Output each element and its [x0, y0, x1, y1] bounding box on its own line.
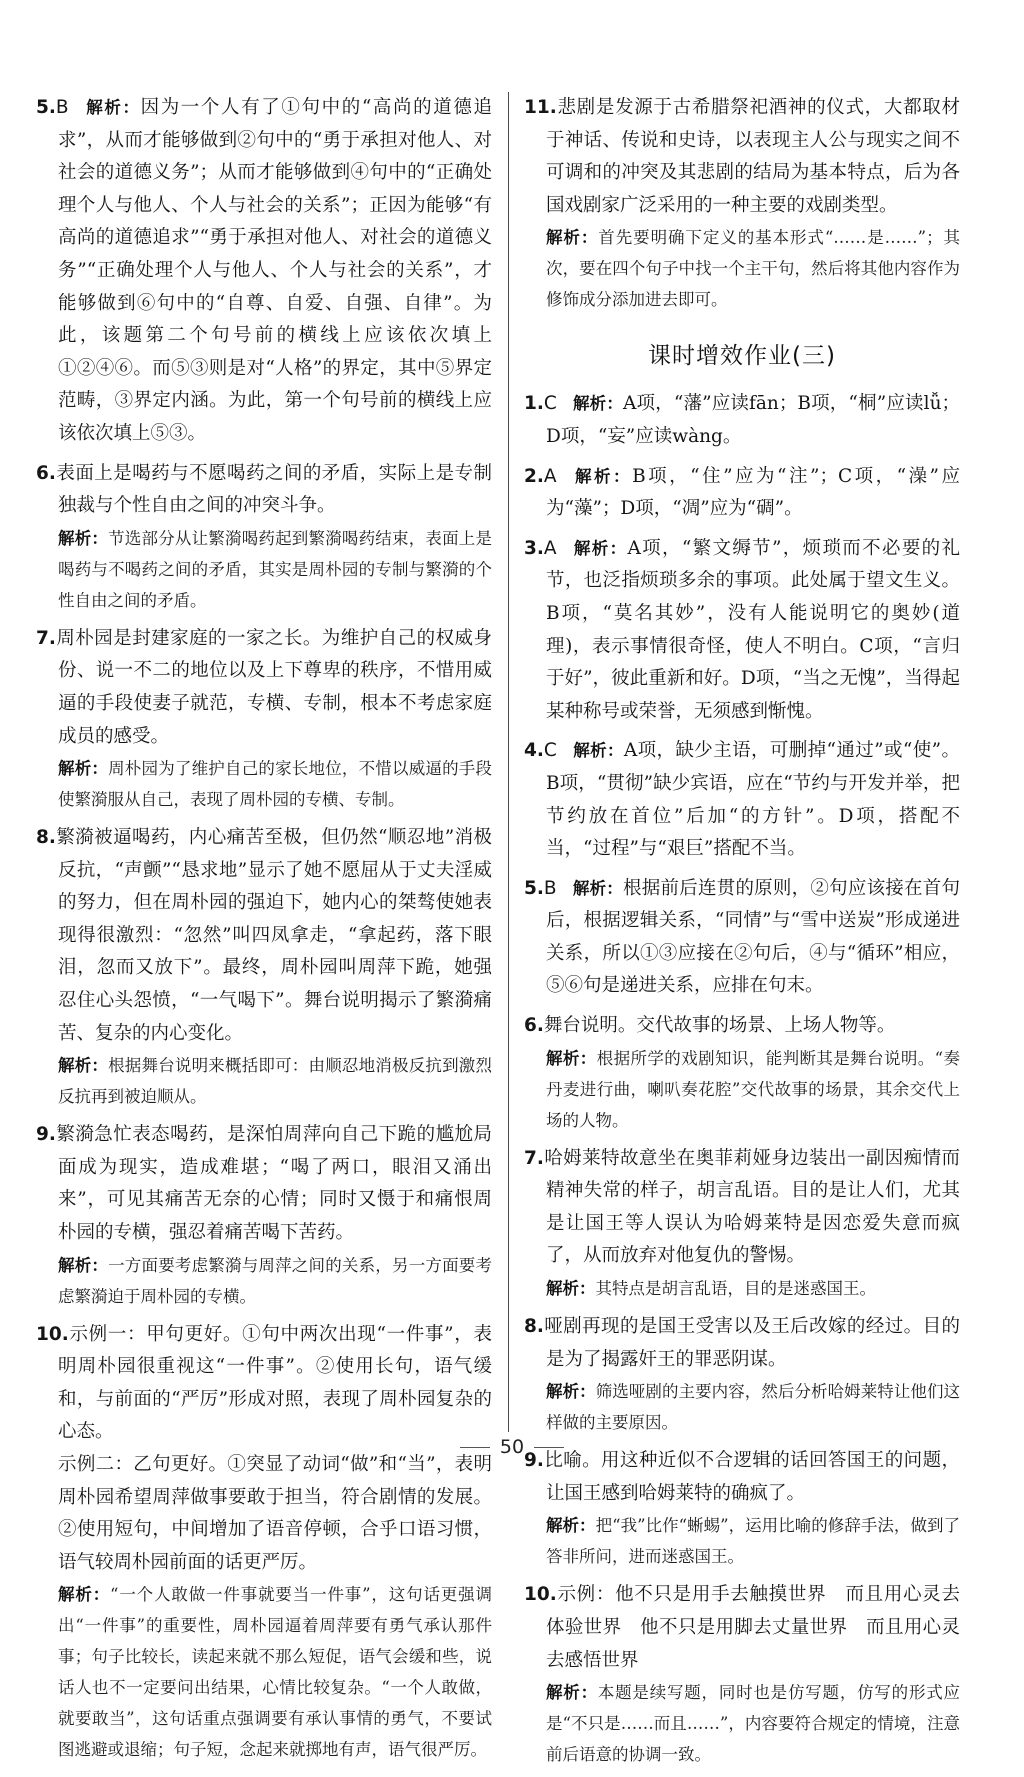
analysis-text: 周朴园为了维护自己的家长地位，不惜以威逼的手段使繁漪服从自己，表现了周朴园的专横、专制。 — [58, 759, 493, 810]
answer-text: 表面上是喝药与不愿喝药之间的矛盾，实际上是专制独裁与个性自由之间的冲突斗争。 — [55, 462, 492, 517]
item-number: 8. — [524, 1316, 544, 1338]
analysis-tag: 解析： — [572, 466, 633, 486]
item-choice: A — [543, 537, 557, 559]
answer-text: 示例一：甲句更好。①句中两次出现“一件事”，表明周朴园很重视这“一件事”。②使用长句，语气缓和，与前面的“严厉”形成对照，表现了周朴园复杂的心态。 — [58, 1323, 492, 1443]
answer-item — [524, 388, 960, 453]
item-number: 9. — [524, 1450, 544, 1472]
answer-text: 繁漪被逼喝药，内心痛苦至极，但仍然“顺忍地”消极反抗，“声颤”“恳求地”显示了她不愿屈从于丈夫淫威的努力，但在周朴园的强迫下，她内心的桀骜使她表现得很激烈：“忽然”叫四凤拿走，“拿起药，落下眼泪，忽而又放下”。最终，周朴园叫周萍下跪，她强忍住心头怨愤，“一气喝下”。舞台说明揭示了繁漪痛苦、复杂的内心变化。 — [55, 827, 492, 1044]
item-number: 3. — [524, 537, 544, 559]
analysis-text: 因为一个人有了①句中的“高尚的道德追求”，从而才能够做到②句中的“勇于承担对他人、对社会的道德义务”；从而才能够做到④句中的“正确处理个人与他人、个人与社会的关系”；正因为能够“有高尚的道德追求”“勇于承担对他人、对社会的道德义务”“正确处理个人与他人、个人与社会的关系”，才能够做到⑥句中的“自尊、自爱、自强、自律”。为此，该题第二个句号前的横线上应该依次填上①②④⑥。而⑤③则是对“人格”的界定，其中⑤界定范畴，③界定内涵。为此，第一个句号前的横线上应该依次填上⑤③。 — [58, 97, 492, 444]
item-number: 5. — [524, 877, 544, 899]
answer-text: 哈姆莱特故意坐在奥菲莉娅身边装出一副因痴情而精神失常的样子，胡言乱语。目的是让人们，尤其是让国王等人误认为哈姆莱特是因恋爱失意而疯了，从而放弃对他复仇的警惕。 — [543, 1147, 960, 1267]
item-choice: A — [543, 465, 557, 487]
analysis-tag: 解析： — [572, 538, 628, 558]
answer-item — [36, 458, 492, 616]
answer-text: 哑剧再现的是国王受害以及王后改嫁的经过。目的是为了揭露奸王的罪恶阴谋。 — [543, 1316, 960, 1370]
answer-item — [36, 1119, 492, 1311]
answer-item — [36, 822, 492, 1112]
answer-item — [524, 1010, 960, 1136]
analysis-tag: 解析： — [572, 741, 624, 761]
page-number-dash-left — [460, 1447, 490, 1448]
item-number: 7. — [524, 1147, 544, 1169]
analysis-tag: 解析： — [546, 1516, 596, 1536]
item-choice: B — [543, 877, 557, 899]
analysis-tag: 解析： — [58, 759, 109, 779]
page-number-text: 50 — [499, 1436, 525, 1458]
analysis-text: 其特点是胡言乱语，目的是迷惑国王。 — [595, 1279, 876, 1299]
answer-item — [524, 1579, 960, 1770]
answer-item — [524, 1311, 960, 1438]
analysis-tag: 解析： — [58, 1255, 109, 1275]
item-number: 4. — [524, 740, 544, 762]
answer-text: 繁漪急忙表态喝药，是深怕周萍向自己下跪的尴尬局面成为现实，造成难堪；“喝了两口，眼泪又涌出来”，可见其痛苦无奈的心情；同时又慑于和痛恨周朴园的专横，强忍着痛苦喝下苦药。 — [55, 1124, 492, 1244]
item-number: 8. — [36, 827, 56, 849]
answer-text-2: 示例二：乙句更好。①突显了动词“做”和“当”，表明周朴园希望周萍做事要敢于担当，符合剧情的发展。②使用短句，中间增加了语音停顿，合乎口语习惯，语气较周朴园前面的话更严厉。 — [58, 1454, 492, 1573]
item-number: 10. — [524, 1584, 557, 1606]
answer-item — [524, 461, 960, 526]
analysis-tag: 解析： — [546, 1382, 596, 1402]
analysis-text: “一个人敢做一件事就要当一件事”，这句话更强调出“一件事”的重要性，周朴园逼着周萍要有勇气承认那件事；句子比较长，读起来就不那么短促，语气会缓和些，说话人也不一定要问出结果，心情比较复杂。“一个人敢做，就要敢当”，这句话重点强调要有承认事情的勇气，不要试图逃避或退缩；句子短，念起来就掷地有声，语气很严厉。 — [58, 1585, 493, 1760]
item-number: 6. — [36, 462, 56, 484]
analysis-text: A项，“繁文缛节”，烦琐而不必要的礼节，也泛指烦琐多余的事项。此处属于望文生义。B项，“莫名其妙”，没有人能说明它的奥妙(道理)，表示事情很奇怪，使人不明白。C项，“言归于好”，彼此重新和好。D项，“当之无愧”，当得起某种称号或荣誉，无须感到惭愧。 — [546, 537, 961, 722]
right-column — [524, 92, 960, 1777]
analysis-tag: 解析： — [546, 228, 599, 248]
analysis-text: 本题是续写题，同时也是仿写题，仿写的形式应是“不只是……而且……”，内容要符合规定的情境，注意前后语意的协调一致。 — [546, 1683, 961, 1765]
analysis-text: A项，“藩”应读fān；B项，“桐”应读lǚ；D项，“妄”应读wàng。 — [546, 393, 960, 447]
answer-text: 示例：他不只是用手去触摸世界 而且用心灵去体验世界 他不只是用脚去丈量世界 而且用心灵去感悟世界 — [546, 1584, 960, 1671]
analysis-tag: 解析： — [546, 1683, 598, 1703]
page-number — [0, 1436, 1024, 1458]
analysis-text: 把“我”比作“蜥蜴”，运用比喻的修辞手法，做到了答非所问，进而迷惑国王。 — [546, 1516, 960, 1567]
analysis-tag: 解析： — [572, 878, 624, 898]
analysis-text: 筛选哑剧的主要内容，然后分析哈姆莱特让他们这样做的主要原因。 — [546, 1382, 960, 1433]
answer-text: 周朴园是封建家庭的一家之长。为维护自己的权威身份、说一不二的地位以及上下尊卑的秩序，不惜用威逼的手段使妻子就范，专横、专制，根本不考虑家庭成员的感受。 — [55, 627, 492, 747]
answer-item — [524, 1445, 960, 1572]
analysis-tag: 解析： — [58, 1585, 111, 1605]
answer-item — [524, 873, 960, 1003]
column-divider — [508, 92, 509, 1432]
item-choice: C — [543, 740, 557, 762]
answer-item — [36, 92, 492, 451]
page-number-dash-right — [534, 1447, 564, 1448]
analysis-tag: 解析： — [546, 1048, 597, 1068]
item-number: 1. — [524, 393, 544, 415]
section-title: 课时增效作业(三) — [648, 343, 836, 370]
answer-item — [36, 623, 492, 815]
item-choice: B — [55, 97, 69, 118]
answer-item — [524, 92, 960, 315]
answer-item — [36, 1319, 492, 1766]
analysis-text: A项，缺少主语，可删掉“通过”或“使”。B项，“贯彻”缺少宾语，应在“节约与开发并举，把节约放在首位”后加“的方针”。D项，搭配不当，“过程”与“艰巨”搭配不当。 — [546, 740, 960, 860]
answer-text: 比喻。用这种近似不合逻辑的话回答国王的问题，让国王感到哈姆莱特的确疯了。 — [543, 1450, 960, 1504]
item-number: 2. — [524, 465, 544, 487]
item-number: 5. — [36, 97, 56, 118]
answer-item — [524, 735, 960, 865]
analysis-text: 首先要明确下定义的基本形式“……是……”；其次，要在四个句子中找一个主干句，然后将其他内容作为修饰成分添加进去即可。 — [546, 228, 961, 310]
item-choice: C — [543, 393, 557, 415]
analysis-tag: 解析： — [84, 98, 141, 117]
item-number: 7. — [36, 627, 56, 649]
analysis-text: 根据前后连贯的原则，②句应该接在首句后，根据逻辑关系，“同情”与“雪中送炭”形成递进关系，所以①③应接在②句后，④与“循环”相应，⑤⑥句是递进关系，应排在句末。 — [546, 877, 960, 997]
item-number: 9. — [36, 1124, 56, 1146]
analysis-tag: 解析： — [572, 394, 623, 414]
analysis-text: 节选部分从让繁漪喝药起到繁漪喝药结束，表面上是喝药与不喝药之间的矛盾，其实是周朴园的专制与繁漪的个性自由之间的矛盾。 — [58, 528, 493, 610]
left-column — [36, 92, 492, 1772]
analysis-text: 根据舞台说明来概括即可：由顺忍地消极反抗到激烈反抗再到被迫顺从。 — [58, 1056, 493, 1107]
answer-item — [524, 1143, 960, 1304]
item-number: 10. — [36, 1323, 69, 1345]
item-number: 11. — [524, 97, 557, 118]
analysis-text: B项，“住”应为“注”；C项，“澡”应为“藻”；D项，“凋”应为“碉”。 — [546, 465, 961, 520]
analysis-tag: 解析： — [58, 1056, 109, 1076]
answer-item — [524, 533, 960, 729]
analysis-text: 一方面要考虑繁漪与周萍之间的关系，另一方面要考虑繁漪迫于周朴园的专横。 — [58, 1255, 493, 1306]
analysis-tag: 解析： — [58, 528, 109, 548]
analysis-text: 根据所学的戏剧知识，能判断其是舞台说明。“奏丹麦进行曲，喇叭奏花腔”交代故事的场景，其余交代上场的人物。 — [546, 1048, 961, 1130]
answer-text: 悲剧是发源于古希腊祭祀酒神的仪式，大都取材于神话、传说和史诗，以表现主人公与现实之间不可调和的冲突及其悲剧的结局为基本特点，后为各国戏剧家广泛采用的一种主要的戏剧类型。 — [546, 97, 960, 216]
analysis-tag: 解析： — [546, 1279, 596, 1299]
answer-text: 舞台说明。交代故事的场景、上场人物等。 — [543, 1015, 896, 1037]
item-number: 6. — [524, 1015, 544, 1037]
